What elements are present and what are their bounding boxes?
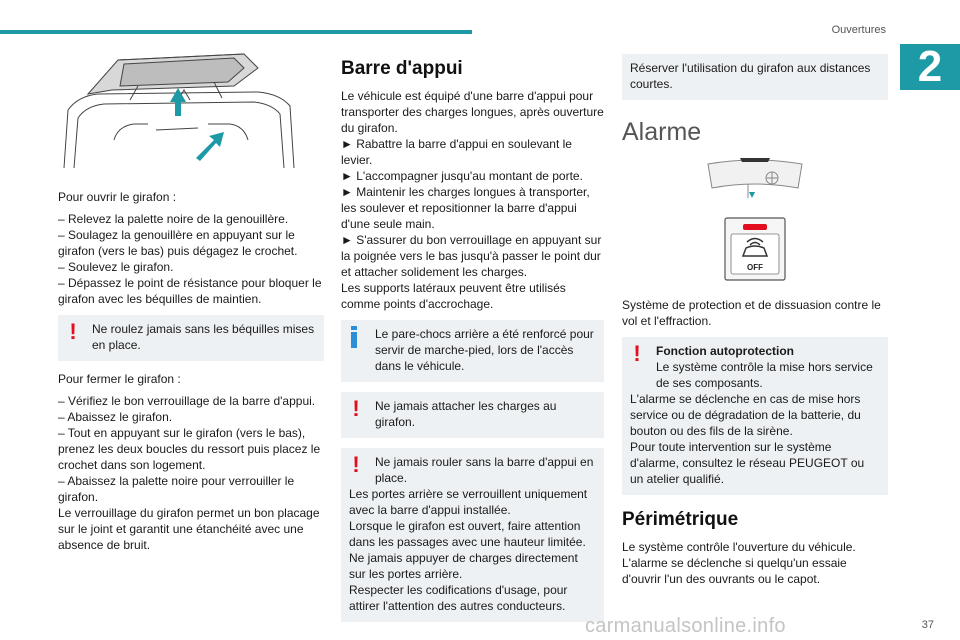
close-line-4: – Tout en appuyant sur le girafon (vers le bas), prenez les deux boucles du ressort puis placez le crochet dans son logement. <box>58 426 321 472</box>
warning-line-2: L'alarme se déclenche en cas de mise hors service ou de dégradation de la batterie, du bouton ou des fils de la sirène. <box>630 392 861 438</box>
page-number: 37 <box>921 619 934 631</box>
chapter-tab: 2 <box>900 44 960 90</box>
warning-notice-charges <box>341 392 604 438</box>
info-icon <box>351 326 357 348</box>
info-notice-bumper <box>341 320 604 382</box>
info-text: Le pare-chocs arrière a été renforcé pour servir de marche-pied, lors de l'accès dans le véhicule. <box>375 327 594 373</box>
body-line-4: ► Maintenir les charges longues à transporter, les soulever et repositionner la barre d'appui d'une seule main. <box>341 185 590 231</box>
warning-icon: ! <box>633 341 641 366</box>
body-line-1: Le véhicule est équipé d'une barre d'appui pour transporter des charges longues, après ouverture du girafon. <box>341 89 604 135</box>
off-label: OFF <box>747 263 763 272</box>
warning-line-1: Le système contrôle la mise hors service de ses composants. <box>656 360 873 390</box>
open-line-1: Pour ouvrir le girafon : <box>58 190 177 204</box>
heading-barre-appui: Barre d'appui <box>341 58 463 79</box>
perimeter-line-2: L'alarme se déclenche si quelqu'un essaie d'ouvrir l'un des ouvrants ou le capot. <box>622 556 847 586</box>
top-note <box>622 54 888 100</box>
heading-perimetrique: Périmétrique <box>622 509 739 530</box>
warning-title: Fonction autoprotection <box>656 344 794 358</box>
perimeter-line-1: Le système contrôle l'ouverture du véhicule. <box>622 540 856 554</box>
top-note-text: Réserver l'utilisation du girafon aux distances courtes. <box>630 61 871 91</box>
warning-icon: ! <box>352 396 360 421</box>
warning-notice-barre <box>341 448 604 622</box>
alarm-button-illustration <box>622 158 888 284</box>
watermark: carmanualsonline.info <box>585 615 786 637</box>
close-line-6: Le verrouillage du girafon permet un bon placage sur le joint et garantit une étanchéité avec une absence de bruit. <box>58 506 320 552</box>
warning-line-2: Les portes arrière se verrouillent uniquement avec la barre d'appui installée. <box>349 487 588 517</box>
warning-icon: ! <box>69 319 77 344</box>
close-line-5: – Abaissez la palette noire pour verrouiller le girafon. <box>58 474 295 504</box>
warning-line-5: Respecter les codifications d'usage, pour attirer l'attention des autres conducteurs. <box>349 583 568 613</box>
warning-line-4: Ne jamais appuyer de charges directement sur les portes arrière. <box>349 551 578 581</box>
warning-text: Ne roulez jamais sans les béquilles mises en place. <box>92 322 315 352</box>
warning-notice-autoprotection <box>622 337 888 495</box>
warning-line-1: Ne jamais rouler sans la barre d'appui en place. <box>375 455 594 485</box>
open-line-2: – Relevez la palette noire de la genouillère. <box>58 212 289 226</box>
close-line-3: – Abaissez le girafon. <box>58 410 173 424</box>
body-line-2: ► Rabattre la barre d'appui en soulevant le levier. <box>341 137 572 167</box>
open-line-5: – Dépassez le point de résistance pour bloquer le girafon avec les béquilles de maintien. <box>58 276 322 306</box>
close-line-2: – Vérifiez le bon verrouillage de la barre d'appui. <box>58 394 316 408</box>
warning-text: Ne jamais attacher les charges au girafon. <box>375 399 557 429</box>
warning-line-3: Pour toute intervention sur le système d'alarme, consultez le réseau PEUGEOT ou un atelier qualifié. <box>630 440 865 486</box>
section-title: Ouvertures <box>831 24 886 36</box>
column-middle <box>341 58 604 632</box>
body-line-5: ► S'assurer du bon verrouillage en appuyant sur la poignée vers le bas jusqu'à passer le point dur et attacher solidement les charges. <box>341 233 602 279</box>
body-line-3: ► L'accompagner jusqu'au montant de porte. <box>341 169 583 183</box>
alarm-description: Système de protection et de dissuasion contre le vol et l'effraction. <box>622 298 881 328</box>
warning-line-3: Lorsque le girafon est ouvert, faire attention dans les passages avec une hauteur limitée. <box>349 519 586 549</box>
heading-alarme: Alarme <box>622 118 702 146</box>
header-accent-bar <box>0 30 472 34</box>
column-left <box>58 40 324 553</box>
roof-flap-illustration <box>58 40 298 172</box>
close-line-1: Pour fermer le girafon : <box>58 372 181 386</box>
warning-icon: ! <box>352 452 360 477</box>
open-line-3: – Soulagez la genouillère en appuyant sur le girafon (vers le bas) puis dégagez le crochet. <box>58 228 298 258</box>
open-line-4: – Soulevez le girafon. <box>58 260 174 274</box>
column-right <box>622 54 888 587</box>
body-line-6: Les supports latéraux peuvent être utilisés comme points d'accrochage. <box>341 281 566 311</box>
warning-notice-struts <box>58 315 324 361</box>
